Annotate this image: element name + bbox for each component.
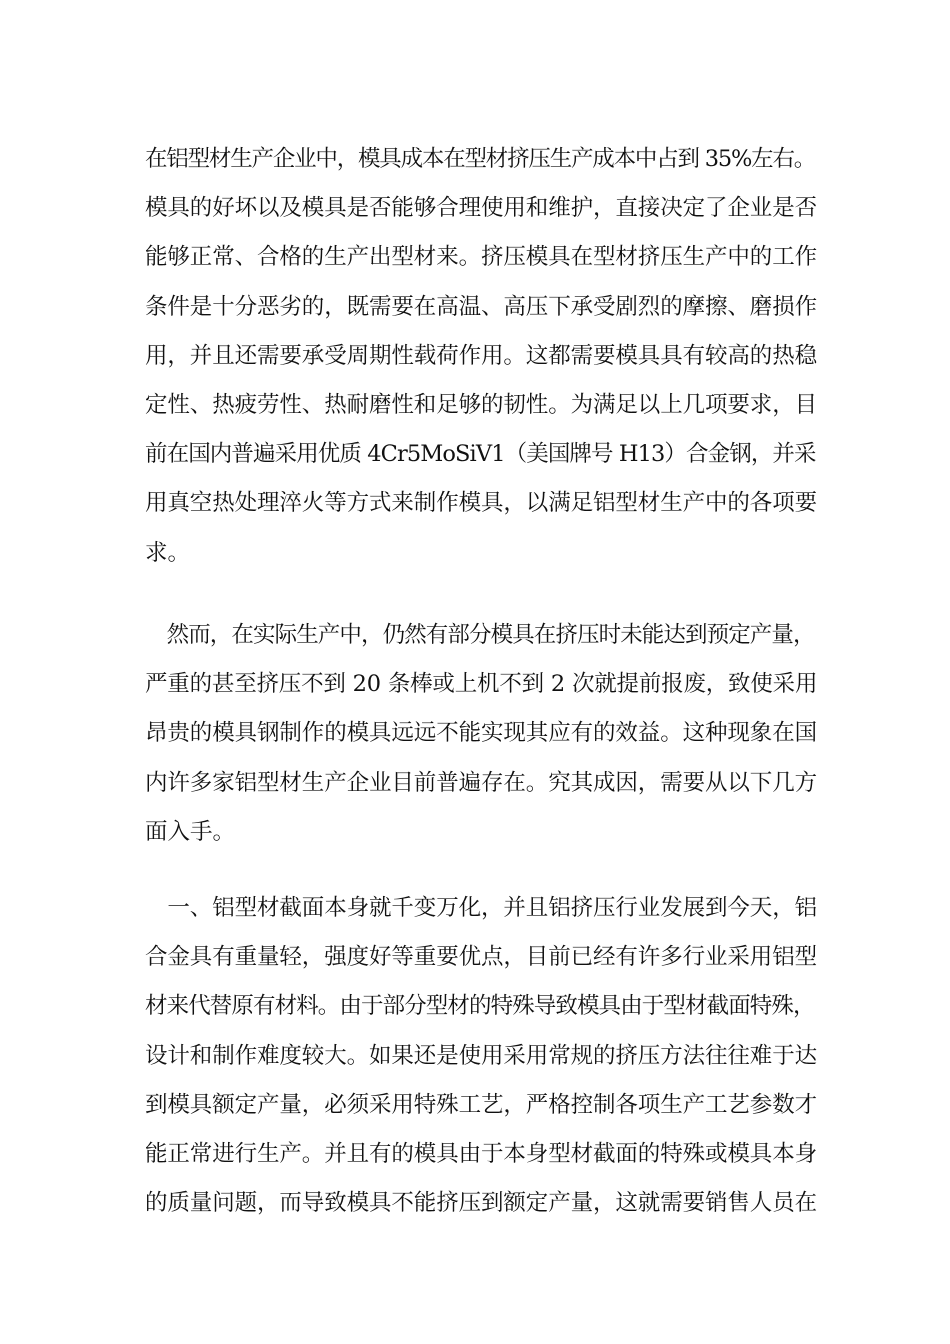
text-line: 内许多家铝型材生产企业目前普遍存在。究其成因，需要从以下几方 — [145, 769, 818, 796]
text-line: 用真空热处理淬火等方式来制作模具，以满足铝型材生产中的各项要 — [145, 490, 818, 517]
text-line: 能正常进行生产。并且有的模具由于本身型材截面的特殊或模具本身 — [145, 1140, 818, 1167]
text-line: 设计和制作难度较大。如果还是使用采用常规的挤压方法往往难于达 — [145, 1042, 818, 1069]
text-line: 合金具有重量轻，强度好等重要优点，目前已经有许多行业采用铝型 — [145, 944, 818, 971]
text-line: 条件是十分恶劣的，既需要在高温、高压下承受剧烈的摩擦、磨损作 — [145, 293, 818, 320]
text-line: 在铝型材生产企业中，模具成本在型材挤压生产成本中占到 35%左右。 — [145, 146, 816, 172]
text-line: 用，并且还需要承受周期性载荷作用。这都需要模具具有较高的热稳 — [145, 342, 818, 369]
text-line: 严重的甚至挤压不到 20 条棒或上机不到 2 次就提前报废，致使采用 — [145, 671, 818, 698]
paragraph-1 — [145, 135, 818, 578]
paragraph-3 — [145, 884, 818, 1228]
text-line: 然而，在实际生产中，仍然有部分模具在挤压时未能达到预定产量， — [145, 622, 815, 648]
text-line: 定性、热疲劳性、热耐磨性和足够的韧性。为满足以上几项要求，目 — [145, 391, 818, 418]
text-line: 到模具额定产量，必须采用特殊工艺，严格控制各项生产工艺参数才 — [145, 1091, 818, 1118]
text-line: 一、铝型材截面本身就千变万化，并且铝挤压行业发展到今天，铝 — [145, 895, 818, 921]
text-line: 求。 — [145, 539, 191, 566]
text-line: 模具的好坏以及模具是否能够合理使用和维护，直接决定了企业是否 — [145, 195, 818, 222]
paragraph-2 — [145, 611, 818, 857]
text-line: 前在国内普遍采用优质 4Cr5MoSiV1（美国牌号 H13）合金钢，并采 — [145, 441, 816, 468]
text-line: 面入手。 — [145, 818, 236, 845]
text-line: 能够正常、合格的生产出型材来。挤压模具在型材挤压生产中的工作 — [145, 244, 818, 271]
text-line: 材来代替原有材料。由于部分型材的特殊导致模具由于型材截面特殊， — [145, 993, 815, 1020]
text-line: 的质量问题，而导致模具不能挤压到额定产量，这就需要销售人员在 — [145, 1190, 818, 1217]
text-line: 昂贵的模具钢制作的模具远远不能实现其应有的效益。这种现象在国 — [145, 720, 818, 747]
